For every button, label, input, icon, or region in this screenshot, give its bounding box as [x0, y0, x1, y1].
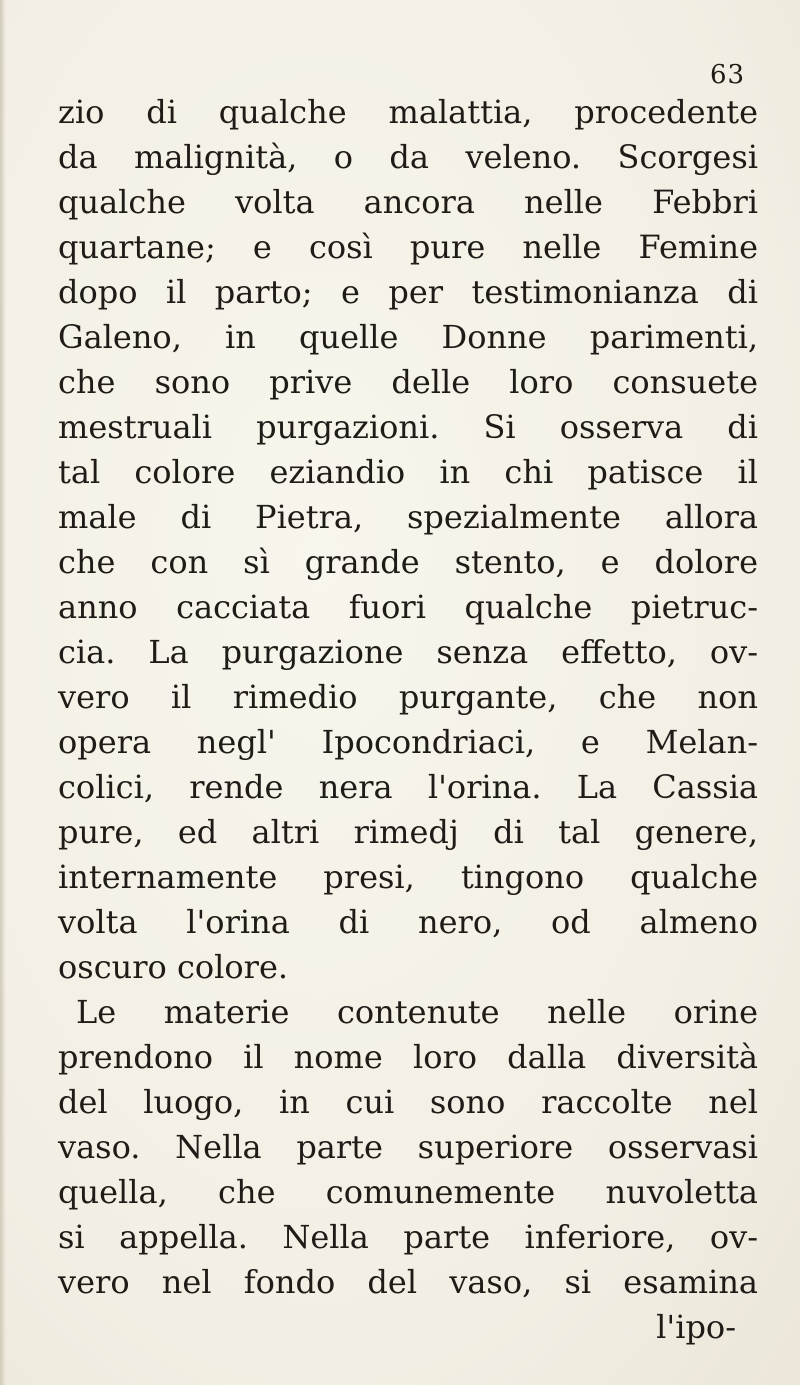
text-line: da malignità, o da veleno. Scorgesi — [58, 138, 758, 176]
text-line: vero il rimedio purgante, che non — [58, 678, 758, 716]
text-line: oscuro colore. — [58, 948, 289, 986]
text-line: internamente presi, tingono qualche — [58, 858, 758, 896]
text-line: volta l'orina di nero, od almeno — [58, 903, 758, 941]
catchword: l'ipo- — [656, 1308, 736, 1346]
page-number: 63 — [710, 60, 746, 90]
text-line: pure, ed altri rimedj di tal genere, — [58, 813, 758, 851]
paragraph-start-line: Le materie contenute nelle orine — [76, 993, 758, 1031]
text-line: tal colore eziandio in chi patisce il — [58, 453, 758, 491]
text-line: vero nel fondo del vaso, si esamina — [58, 1263, 758, 1301]
text-line: del luogo, in cui sono raccolte nel — [58, 1083, 758, 1121]
text-line: prendono il nome loro dalla diversità — [58, 1038, 758, 1076]
text-line: che sono prive delle loro consuete — [58, 363, 758, 401]
text-line: anno cacciata fuori qualche pietruc- — [58, 588, 758, 626]
text-line: colici, rende nera l'orina. La Cassia — [58, 768, 758, 806]
text-line: zio di qualche malattia, procedente — [58, 93, 758, 131]
text-line: cia. La purgazione senza effetto, ov- — [58, 633, 758, 671]
text-line: qualche volta ancora nelle Febbri — [58, 183, 758, 221]
text-line: opera negl' Ipocondriaci, e Melan- — [58, 723, 758, 761]
text-line: si appella. Nella parte inferiore, ov- — [58, 1218, 758, 1256]
text-line: mestruali purgazioni. Si osserva di — [58, 408, 758, 446]
text-line: dopo il parto; e per testimonianza di — [58, 273, 758, 311]
text-line: male di Pietra, spezialmente allora — [58, 498, 758, 536]
text-line: vaso. Nella parte superiore osservasi — [58, 1128, 758, 1166]
text-line: quella, che comunemente nuvoletta — [58, 1173, 758, 1211]
text-line: quartane; e così pure nelle Femine — [58, 228, 758, 266]
body-text — [58, 90, 758, 1350]
text-line: Galeno, in quelle Donne parimenti, — [58, 318, 758, 356]
text-line: che con sì grande stento, e dolore — [58, 543, 758, 581]
page-edge-shadow — [0, 0, 6, 1385]
